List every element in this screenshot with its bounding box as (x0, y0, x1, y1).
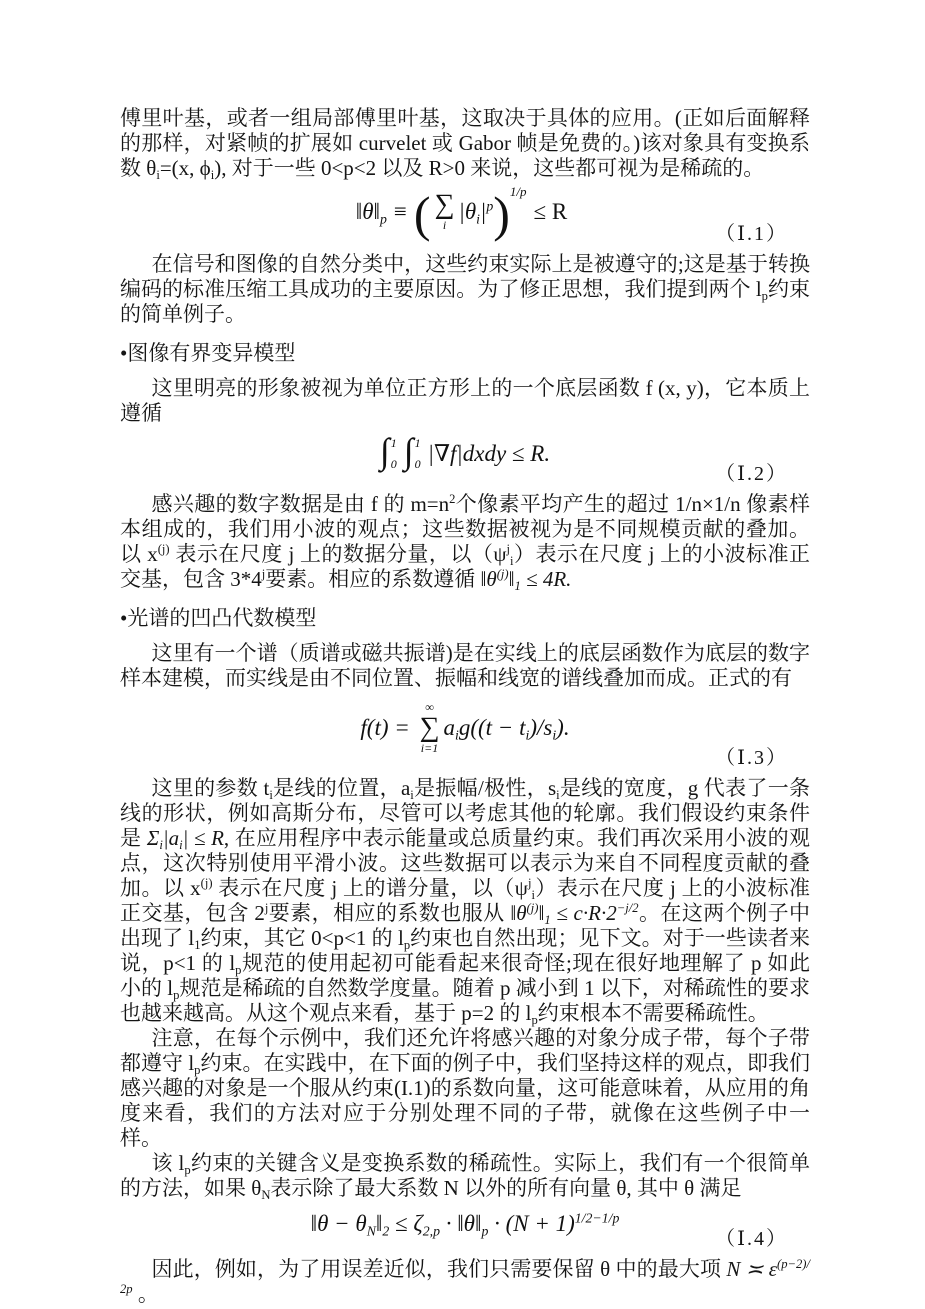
text-segment: p (403, 937, 411, 952)
text-segment: 傅里叶基，或者一组局部傅里叶基，这取决于具体的应用。(正如后面解释的那样，对紧帧的扩展如 curvelet 或 Gabor 帧是免费的。)该对象具有变换系数 θ (120, 106, 810, 180)
text-segment: 这里明亮的形象被视为单位正方形上的一个底层函数 f (x, y)，它本质上遵循 (120, 376, 810, 426)
text-segment: j (527, 875, 532, 890)
paragraph-conclusion (120, 1257, 810, 1307)
text-segment: 是线的宽度，g 代表了一条线的形状，例如高斯分布，尽管可以考虑其他的轮廓。我们假设约束条件是 (120, 775, 810, 850)
text-segment: 表示在尺度 j 上的谱分量，以（ψ (212, 875, 528, 900)
text-segment: ‖ (538, 900, 545, 925)
text-segment: 约束，其它 0<p<1 的 l (200, 925, 404, 950)
paragraph-note-subbands (120, 1026, 810, 1151)
text-segment: 约束。在实践中，在下面的例子中，我们坚持这样的观点，即我们感兴趣的对象是一个服从约束(I.1)的系数向量，这可能意味着，从应用的角度来看，我们的方法对应于分别处理不同的子带，就像在这些例子中一样。 (120, 1050, 811, 1150)
equivalence-symbol: ≡ (393, 198, 407, 224)
text-segment: j (264, 900, 269, 915)
text-segment: p (761, 289, 768, 304)
text-segment: ‖θ (510, 900, 527, 925)
text-segment: N (261, 1187, 271, 1202)
text-segment: 约束也自然出现；见下文。对于一些读者来说，p<1 的 l (120, 925, 810, 975)
text-segment: Σ (146, 825, 160, 850)
text-segment: (j) (496, 567, 509, 582)
equation-I1 (120, 183, 810, 246)
sum-symbol: ∑ i (434, 189, 455, 232)
bullet-spectra-bump-model: •光谱的凹凸代数模型 (120, 606, 317, 631)
text-segment: −j/2 (616, 900, 639, 915)
bullet-image-bv-model: •图像有界变异模型 (120, 341, 296, 366)
equation-I2 (120, 430, 810, 486)
text-segment: 约束根本不需要稀疏性。 (537, 1000, 769, 1025)
text-segment: 感兴趣的数字数据是由 f 的 m=n (151, 492, 450, 517)
equation-I4 (120, 1210, 810, 1250)
text-segment: i (556, 787, 560, 802)
text-segment: i (410, 787, 414, 802)
text-segment: ）表示在尺度 j 上的小波标准正交基，包含 2 (120, 875, 810, 925)
text-segment: 2 (449, 492, 456, 507)
text-segment: 个像素平均产生的超过 1/n×1/n 像素样本组成的，我们用小波的观点；这些数据被视为是不同规模贡献的叠加。以 x (120, 492, 811, 567)
text-segment: 注意，在每个示例中，我们还允许将感兴趣的对象分成子带，每个子带都遵守 l (120, 1025, 810, 1075)
text-segment: =(x, ϕ (159, 156, 211, 180)
text-segment: (p−2)/2p (120, 1256, 810, 1296)
text-segment: 规范是稀疏的自然数学度量。随着 p 减小到 1 以下，对稀疏性的要求也越来越高。从这个观点来看，基于 p=2 的 l (120, 975, 810, 1025)
text-segment: 1 (194, 937, 201, 952)
paragraph-spectrum-model (120, 641, 810, 691)
text-segment: ≤ c·R·2 (550, 900, 617, 925)
equation-I3-math: f(t) = ∞ ∑ i=1 $a_ig((t - t_i)/s_i)$. (360, 700, 570, 756)
paragraph-digital-data (120, 492, 810, 592)
text-segment: p (184, 1162, 191, 1177)
text-segment: 1 (514, 579, 521, 594)
text-segment: 规范的使用起初可能看起来很奇怪;现在很好地理解了 p 如此小的 l (120, 950, 810, 1000)
text-segment: p (173, 987, 180, 1002)
paragraph-image-function (120, 376, 810, 426)
text-segment: i (159, 837, 163, 852)
text-segment: p (194, 1062, 201, 1077)
equation-I2-label: （Ⅰ.2） (715, 463, 788, 486)
text-segment: 要素。相应的系数遵循 (265, 567, 481, 592)
text-segment: p (531, 1012, 538, 1027)
text-segment: i (210, 168, 215, 183)
text-segment: ）表示在尺度 j 上的小波标准正交基，包含 3*4 (120, 542, 811, 592)
text-segment: 这里有一个谱（质谱或磁共振谱)是在实线上的底层函数作为底层的数字样本建模，而实线是由不同位置、振幅和线宽的谱线叠加而成。正式的有 (120, 641, 810, 691)
integral-symbol: ∫ 1 0 (403, 430, 421, 472)
text-segment: ≤ 4R. (520, 567, 572, 592)
paragraph-natural-classes (120, 252, 810, 327)
text-segment: 是振幅/极性，s (413, 775, 557, 800)
paragraph-lp-implication (120, 1151, 810, 1201)
equation-I4-label: （Ⅰ.4） (715, 1227, 788, 1250)
paragraph-line-parameters (120, 776, 810, 1026)
equation-I4-math: ‖θ − $\theta_N‖_2 \le \zeta_{2,p}$ · $‖\theta‖_p \cdot (N + 1)^{1/2-1/p}$ (310, 1210, 620, 1238)
text-segment: , 在应用程序中表示能量或总质量约束。我们再次采用小波的观点，这次特别使用平滑小波。这些数据可以表示为来自不同程度贡献的叠加。以 x (120, 825, 810, 900)
text-segment: | ≤ R (182, 825, 224, 850)
equation-I2-math: ∫ 1 0 ∫ 1 0 |∇f|dxdy ≤ R. (379, 430, 551, 472)
text-segment: 。在这两个例子中出现了 l (120, 900, 811, 950)
text-segment: 表示在尺度 j 上的数据分量，以（ψ (169, 542, 507, 567)
text-segment: 表示除了最大系数 N 以外的所有向量 θ, 其中 θ 满足 (270, 1175, 742, 1200)
text-segment: p (235, 962, 242, 977)
text-segment: 是线的位置，a (272, 775, 411, 800)
integral-symbol: ∫ 1 0 (379, 430, 397, 472)
equation-I3 (120, 700, 810, 769)
text-segment: i (509, 554, 514, 569)
text-segment: ), 对于一些 0<p<2 以及 R>0 来说，这些都可视为是稀疏的。 (214, 156, 765, 180)
text-segment: j (261, 567, 266, 582)
text-segment: ‖θ (480, 567, 497, 592)
text-segment: 。 (132, 1281, 159, 1306)
paragraph-fourier-basis (120, 106, 810, 181)
sum-symbol: ∞ ∑ i=1 (419, 700, 440, 756)
text-segment: 要素，相应的系数也服从 (268, 900, 511, 925)
text-segment: i (269, 787, 273, 802)
text-segment: j (506, 542, 510, 557)
text-segment: i (156, 168, 160, 183)
text-segment: N ≍ ε (726, 1256, 777, 1281)
text-segment: 约束的简单例子。 (120, 277, 810, 327)
text-segment: (j) (157, 542, 170, 557)
text-segment: 约束的关键含义是变换系数的稀疏性。实际上，我们有一个很简单的方法，如果 θ (120, 1150, 810, 1200)
text-segment: 在信号和图像的自然分类中，这些约束实际上是被遵守的;这是基于转换编码的标准压缩工具成功的主要原因。为了修正思想，我们提到两个 l (120, 252, 810, 302)
equation-I1-math: $‖\theta‖_p$ ≡ ( ∑ i $|\theta_i|^p$ ) 1/p ≤ R (355, 183, 568, 242)
text-segment: i (179, 837, 183, 852)
text-segment: (j) (526, 900, 539, 915)
text-segment: 该 l (151, 1150, 185, 1175)
text-segment: 因此，例如，为了用误差近似，我们只需要保留 θ 中的最大项 (151, 1256, 727, 1281)
text-segment: (j) (200, 875, 213, 890)
text-segment: |a (162, 825, 180, 850)
text-segment: 这里的参数 t (151, 775, 270, 800)
text-segment: ‖ (508, 567, 515, 592)
equation-I3-label: （Ⅰ.3） (715, 746, 788, 769)
text-segment: 1 (544, 912, 551, 927)
text-segment: i (531, 887, 535, 902)
equation-I1-label: （Ⅰ.1） (715, 223, 788, 246)
